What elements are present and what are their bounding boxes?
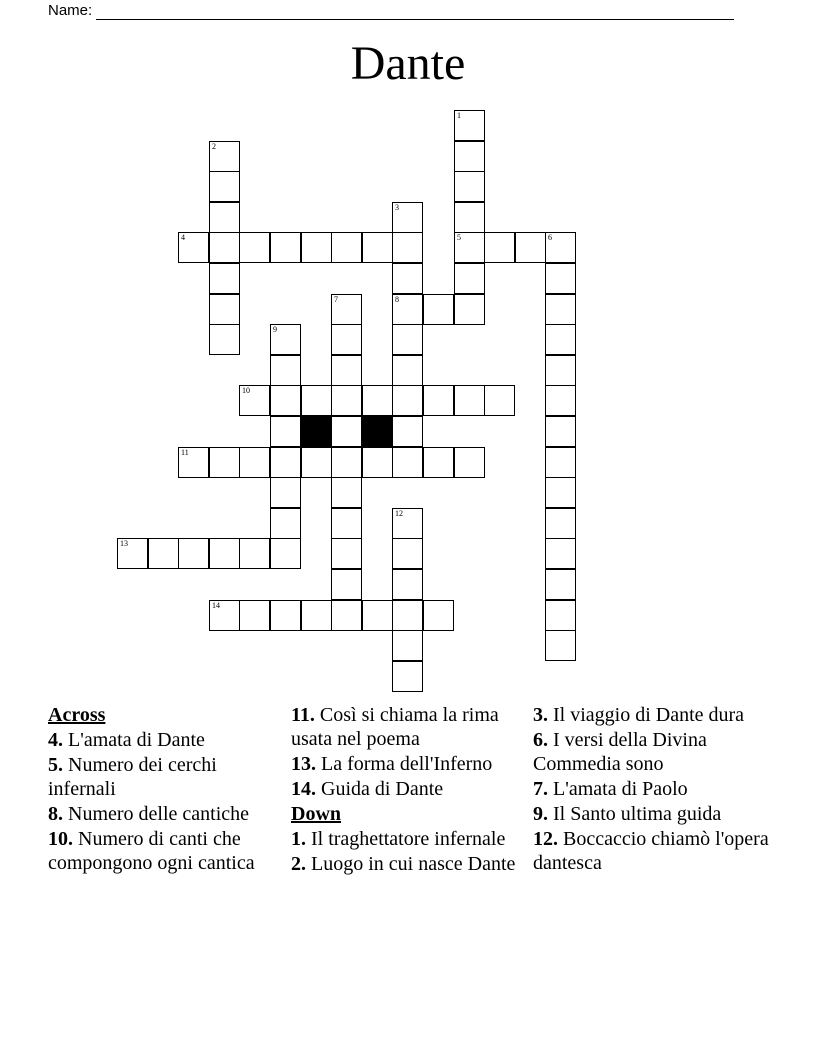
clue-across-10	[48, 827, 278, 875]
grid-cell-number: 9	[273, 325, 277, 334]
grid-cell-number: 5	[457, 233, 461, 242]
grid-cell[interactable]	[454, 110, 485, 141]
clue-number: 10.	[48, 828, 73, 850]
grid-cell[interactable]	[209, 600, 240, 631]
clue-text: Numero di canti che compongono ogni cantica	[48, 828, 255, 874]
grid-cell[interactable]	[331, 294, 362, 325]
clue-across-4	[48, 728, 278, 752]
grid-cell[interactable]	[423, 294, 454, 325]
grid-cell[interactable]	[454, 171, 485, 202]
grid-cell[interactable]	[178, 538, 209, 569]
grid-cell[interactable]	[362, 600, 393, 631]
grid-cell[interactable]	[270, 477, 301, 508]
clues-column-1	[48, 703, 278, 876]
clue-text: Luogo in cui nasce Dante	[311, 853, 516, 875]
grid-block-cell	[362, 416, 393, 447]
clue-text: Guida di Dante	[321, 778, 444, 800]
clue-down-6	[533, 728, 773, 776]
grid-cell[interactable]	[270, 385, 301, 416]
grid-cell[interactable]	[178, 447, 209, 478]
grid-cell[interactable]	[545, 538, 576, 569]
grid-cell[interactable]	[209, 171, 240, 202]
grid-cell[interactable]	[392, 447, 423, 478]
clue-number: 7.	[533, 778, 548, 800]
grid-cell[interactable]	[209, 447, 240, 478]
grid-cell[interactable]	[392, 324, 423, 355]
clue-down-2	[291, 852, 521, 876]
grid-cell[interactable]	[331, 324, 362, 355]
grid-cell[interactable]	[270, 416, 301, 447]
grid-cell[interactable]	[545, 416, 576, 447]
grid-cell[interactable]	[301, 600, 332, 631]
grid-cell[interactable]	[331, 232, 362, 263]
grid-cell[interactable]	[239, 447, 270, 478]
grid-cell[interactable]	[270, 232, 301, 263]
grid-cell[interactable]	[545, 385, 576, 416]
grid-cell[interactable]	[392, 630, 423, 661]
grid-cell[interactable]	[270, 447, 301, 478]
grid-cell[interactable]	[454, 141, 485, 172]
clue-text: Numero dei cerchi infernali	[48, 754, 217, 800]
grid-cell[interactable]	[515, 232, 546, 263]
grid-cell[interactable]	[301, 385, 332, 416]
grid-cell[interactable]	[117, 538, 148, 569]
grid-cell-number: 4	[181, 233, 185, 242]
grid-cell[interactable]	[392, 600, 423, 631]
clue-text: L'amata di Dante	[68, 729, 205, 751]
grid-cell[interactable]	[454, 294, 485, 325]
grid-cell[interactable]	[484, 232, 515, 263]
clues-column-2	[291, 703, 521, 877]
clue-across-14	[291, 777, 521, 801]
clue-text: Numero delle cantiche	[68, 803, 250, 825]
grid-cell[interactable]	[392, 569, 423, 600]
clue-down-12	[533, 827, 773, 875]
grid-cell[interactable]	[178, 232, 209, 263]
grid-cell[interactable]	[392, 263, 423, 294]
grid-cell[interactable]	[209, 263, 240, 294]
grid-cell-number: 1	[457, 111, 461, 120]
grid-cell-number: 11	[181, 448, 189, 457]
clue-text: I versi della Divina Commedia sono	[533, 729, 707, 775]
grid-cell[interactable]	[392, 202, 423, 233]
clue-across-11	[291, 703, 521, 751]
grid-cell[interactable]	[209, 202, 240, 233]
clue-across-8	[48, 802, 278, 826]
grid-cell[interactable]	[484, 385, 515, 416]
grid-cell-number: 8	[395, 295, 399, 304]
grid-cell[interactable]	[270, 600, 301, 631]
clue-number: 9.	[533, 803, 548, 825]
grid-cell[interactable]	[331, 355, 362, 386]
clue-across-13	[291, 752, 521, 776]
clue-number: 3.	[533, 704, 548, 726]
grid-cell[interactable]	[331, 416, 362, 447]
grid-cell[interactable]	[454, 232, 485, 263]
grid-cell[interactable]	[423, 447, 454, 478]
clue-text: Così si chiama la rima usata nel poema	[291, 704, 499, 750]
grid-cell[interactable]	[392, 661, 423, 692]
grid-cell[interactable]	[392, 508, 423, 539]
grid-cell[interactable]	[209, 294, 240, 325]
grid-cell[interactable]	[545, 447, 576, 478]
clue-text: Il viaggio di Dante dura	[553, 704, 745, 726]
clue-across-5	[48, 753, 278, 801]
grid-cell[interactable]	[545, 294, 576, 325]
grid-cell[interactable]	[545, 355, 576, 386]
clue-text: L'amata di Paolo	[553, 778, 688, 800]
clue-number: 11.	[291, 704, 315, 726]
grid-cell[interactable]	[270, 324, 301, 355]
grid-cell[interactable]	[331, 569, 362, 600]
clue-number: 6.	[533, 729, 548, 751]
name-label: Name:	[48, 2, 93, 19]
grid-cell[interactable]	[545, 600, 576, 631]
grid-cell[interactable]	[331, 385, 362, 416]
grid-cell-number: 6	[548, 233, 552, 242]
clue-text: La forma dell'Inferno	[321, 753, 493, 775]
grid-cell[interactable]	[362, 447, 393, 478]
grid-cell[interactable]	[362, 232, 393, 263]
grid-cell[interactable]	[239, 538, 270, 569]
grid-cell-number: 10	[242, 386, 250, 395]
page-title: Dante	[350, 37, 466, 90]
grid-cell[interactable]	[454, 263, 485, 294]
grid-cell[interactable]	[148, 538, 179, 569]
grid-cell[interactable]	[545, 508, 576, 539]
grid-cell[interactable]	[392, 416, 423, 447]
grid-cell[interactable]	[392, 232, 423, 263]
grid-cell[interactable]	[545, 630, 576, 661]
grid-cell-number: 7	[334, 295, 338, 304]
clue-number: 2.	[291, 853, 306, 875]
clue-number: 1.	[291, 828, 306, 850]
grid-cell[interactable]	[209, 538, 240, 569]
grid-cell[interactable]	[270, 508, 301, 539]
clue-down-9	[533, 802, 773, 826]
grid-cell[interactable]	[331, 508, 362, 539]
clue-number: 12.	[533, 828, 558, 850]
grid-cell[interactable]	[392, 294, 423, 325]
grid-cell[interactable]	[454, 385, 485, 416]
grid-cell[interactable]	[239, 385, 270, 416]
grid-cell-number: 3	[395, 203, 399, 212]
grid-cell[interactable]	[331, 477, 362, 508]
clue-down-7	[533, 777, 773, 801]
grid-cell[interactable]	[454, 202, 485, 233]
grid-cell-number: 13	[120, 539, 128, 548]
clue-number: 13.	[291, 753, 316, 775]
clue-number: 8.	[48, 803, 63, 825]
grid-cell[interactable]	[454, 447, 485, 478]
clue-text: Boccaccio chiamò l'opera dantesca	[533, 828, 769, 874]
grid-cell[interactable]	[270, 538, 301, 569]
grid-cell[interactable]	[392, 538, 423, 569]
grid-cell[interactable]	[239, 600, 270, 631]
clue-number: 14.	[291, 778, 316, 800]
grid-cell[interactable]	[545, 569, 576, 600]
grid-cell[interactable]	[270, 355, 301, 386]
grid-cell[interactable]	[545, 477, 576, 508]
clue-text: Il traghettatore infernale	[311, 828, 506, 850]
grid-cell[interactable]	[331, 538, 362, 569]
grid-cell[interactable]	[301, 232, 332, 263]
grid-cell[interactable]	[423, 385, 454, 416]
grid-cell[interactable]	[423, 600, 454, 631]
grid-block-cell	[301, 416, 332, 447]
clue-number: 5.	[48, 754, 63, 776]
grid-cell[interactable]	[392, 355, 423, 386]
clue-down-1	[291, 827, 521, 851]
grid-cell[interactable]	[209, 232, 240, 263]
grid-cell[interactable]	[392, 385, 423, 416]
grid-cell-number: 2	[212, 142, 216, 151]
grid-cell[interactable]	[545, 232, 576, 263]
grid-cell-number: 12	[395, 509, 403, 518]
grid-cell[interactable]	[545, 263, 576, 294]
grid-cell[interactable]	[301, 447, 332, 478]
clue-text: Il Santo ultima guida	[553, 803, 722, 825]
clues-column-3	[533, 703, 773, 876]
clue-down-3	[533, 703, 773, 727]
grid-cell[interactable]	[239, 232, 270, 263]
grid-cell[interactable]	[209, 324, 240, 355]
grid-cell-number: 14	[212, 601, 220, 610]
grid-cell[interactable]	[362, 385, 393, 416]
down-heading: Down	[291, 803, 342, 825]
clue-number: 4.	[48, 729, 63, 751]
grid-cell[interactable]	[331, 600, 362, 631]
grid-cell[interactable]	[545, 324, 576, 355]
grid-cell[interactable]	[331, 447, 362, 478]
across-heading: Across	[48, 704, 106, 726]
grid-cell[interactable]	[209, 141, 240, 172]
